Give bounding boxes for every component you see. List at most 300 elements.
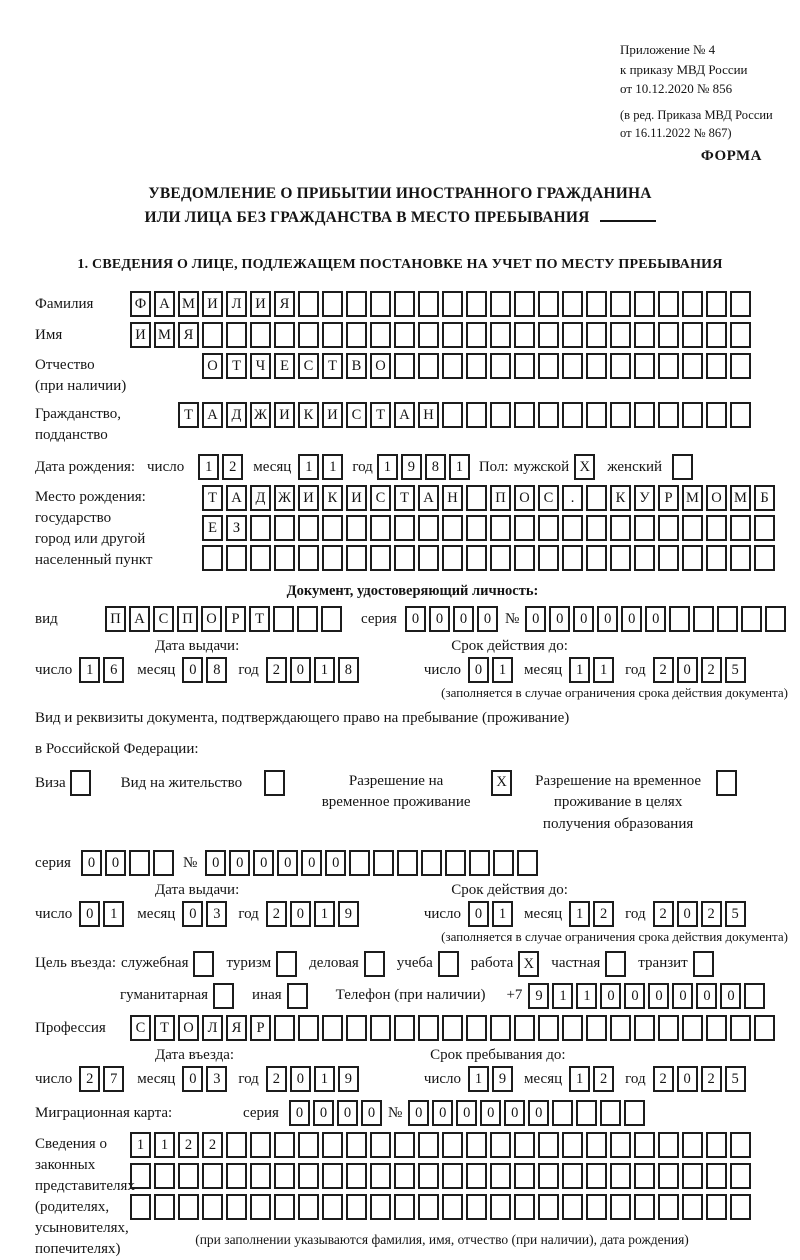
char-cell[interactable] — [466, 545, 487, 571]
char-cell[interactable]: Т — [178, 402, 199, 428]
char-cell[interactable]: З — [226, 515, 247, 541]
char-cell[interactable] — [346, 545, 367, 571]
char-cell[interactable] — [562, 1163, 583, 1189]
char-cell[interactable]: 0 — [105, 850, 126, 876]
char-cell[interactable]: 1 — [103, 901, 124, 927]
char-cell[interactable]: 2 — [701, 1066, 722, 1092]
char-cell[interactable] — [706, 1015, 727, 1041]
char-cell[interactable] — [346, 291, 367, 317]
char-cell[interactable]: У — [634, 485, 655, 511]
char-cell[interactable] — [418, 545, 439, 571]
char-cell[interactable]: 1 — [198, 454, 219, 480]
char-cell[interactable]: 1 — [552, 983, 573, 1009]
char-cell[interactable] — [273, 606, 294, 632]
char-cell[interactable]: 2 — [593, 1066, 614, 1092]
char-cell[interactable] — [634, 353, 655, 379]
char-cell[interactable]: 0 — [597, 606, 618, 632]
char-cell[interactable] — [634, 322, 655, 348]
char-cell[interactable] — [730, 353, 751, 379]
char-cell[interactable] — [394, 291, 415, 317]
char-cell[interactable] — [490, 1163, 511, 1189]
char-cell[interactable]: Д — [226, 402, 247, 428]
char-cell[interactable] — [153, 850, 174, 876]
char-cell[interactable] — [586, 353, 607, 379]
char-cell[interactable]: 0 — [621, 606, 642, 632]
char-cell[interactable] — [730, 1132, 751, 1158]
char-cell[interactable] — [466, 291, 487, 317]
char-cell[interactable] — [658, 1132, 679, 1158]
char-cell[interactable] — [562, 1194, 583, 1220]
char-cell[interactable] — [418, 1194, 439, 1220]
char-cell[interactable]: 0 — [290, 657, 311, 683]
char-cell[interactable]: 1 — [79, 657, 100, 683]
char-cell[interactable]: 1 — [314, 657, 335, 683]
char-cell[interactable] — [514, 322, 535, 348]
char-cell[interactable]: О — [514, 485, 535, 511]
char-cell[interactable]: 0 — [277, 850, 298, 876]
char-cell[interactable] — [298, 291, 319, 317]
char-cell[interactable]: 8 — [338, 657, 359, 683]
char-cell[interactable]: П — [177, 606, 198, 632]
char-cell[interactable] — [706, 1163, 727, 1189]
char-cell[interactable]: 0 — [301, 850, 322, 876]
char-cell[interactable] — [562, 1132, 583, 1158]
char-cell[interactable]: 0 — [528, 1100, 549, 1126]
char-cell[interactable]: 9 — [401, 454, 422, 480]
char-cell[interactable]: Ч — [250, 353, 271, 379]
char-cell[interactable]: 6 — [103, 657, 124, 683]
char-cell[interactable]: 2 — [653, 1066, 674, 1092]
char-cell[interactable] — [682, 1015, 703, 1041]
char-cell[interactable]: А — [154, 291, 175, 317]
char-cell[interactable]: 0 — [468, 657, 489, 683]
char-cell[interactable] — [538, 1163, 559, 1189]
char-cell[interactable] — [682, 1163, 703, 1189]
char-cell[interactable]: 0 — [468, 901, 489, 927]
char-cell[interactable] — [610, 545, 631, 571]
char-cell[interactable] — [682, 515, 703, 541]
temp-residence-education-checkbox[interactable] — [716, 770, 737, 796]
char-cell[interactable] — [730, 1015, 751, 1041]
char-cell[interactable] — [466, 515, 487, 541]
char-cell[interactable] — [754, 1015, 775, 1041]
char-cell[interactable]: 5 — [725, 657, 746, 683]
char-cell[interactable] — [442, 1132, 463, 1158]
char-cell[interactable] — [706, 515, 727, 541]
char-cell[interactable]: В — [346, 353, 367, 379]
char-cell[interactable] — [370, 1132, 391, 1158]
char-cell[interactable] — [226, 1163, 247, 1189]
char-cell[interactable] — [538, 291, 559, 317]
purpose-tourism-checkbox[interactable] — [276, 951, 297, 977]
char-cell[interactable]: И — [130, 322, 151, 348]
char-cell[interactable] — [442, 322, 463, 348]
char-cell[interactable] — [658, 353, 679, 379]
char-cell[interactable] — [634, 545, 655, 571]
char-cell[interactable]: 2 — [266, 901, 287, 927]
char-cell[interactable] — [730, 291, 751, 317]
char-cell[interactable] — [274, 1163, 295, 1189]
char-cell[interactable] — [514, 402, 535, 428]
char-cell[interactable] — [610, 1132, 631, 1158]
char-cell[interactable]: 0 — [456, 1100, 477, 1126]
char-cell[interactable] — [730, 515, 751, 541]
char-cell[interactable] — [754, 545, 775, 571]
char-cell[interactable]: 0 — [504, 1100, 525, 1126]
char-cell[interactable] — [418, 322, 439, 348]
char-cell[interactable]: 0 — [290, 901, 311, 927]
char-cell[interactable]: 7 — [103, 1066, 124, 1092]
char-cell[interactable] — [490, 1015, 511, 1041]
char-cell[interactable] — [346, 1194, 367, 1220]
char-cell[interactable]: 9 — [338, 1066, 359, 1092]
char-cell[interactable] — [322, 1194, 343, 1220]
char-cell[interactable] — [562, 402, 583, 428]
char-cell[interactable] — [562, 291, 583, 317]
char-cell[interactable] — [634, 1163, 655, 1189]
char-cell[interactable] — [634, 402, 655, 428]
char-cell[interactable] — [706, 353, 727, 379]
char-cell[interactable] — [397, 850, 418, 876]
char-cell[interactable] — [514, 291, 535, 317]
char-cell[interactable] — [610, 1194, 631, 1220]
char-cell[interactable] — [682, 291, 703, 317]
char-cell[interactable] — [298, 322, 319, 348]
char-cell[interactable] — [466, 1015, 487, 1041]
char-cell[interactable]: 0 — [672, 983, 693, 1009]
purpose-study-checkbox[interactable] — [438, 951, 459, 977]
char-cell[interactable] — [586, 1194, 607, 1220]
char-cell[interactable] — [586, 515, 607, 541]
char-cell[interactable] — [490, 1132, 511, 1158]
char-cell[interactable] — [298, 515, 319, 541]
char-cell[interactable]: 0 — [408, 1100, 429, 1126]
char-cell[interactable] — [682, 1194, 703, 1220]
char-cell[interactable] — [322, 1163, 343, 1189]
char-cell[interactable]: 0 — [289, 1100, 310, 1126]
char-cell[interactable] — [298, 1015, 319, 1041]
char-cell[interactable]: М — [682, 485, 703, 511]
char-cell[interactable] — [373, 850, 394, 876]
char-cell[interactable]: И — [274, 402, 295, 428]
purpose-transit-checkbox[interactable] — [693, 951, 714, 977]
char-cell[interactable] — [706, 322, 727, 348]
char-cell[interactable] — [717, 606, 738, 632]
char-cell[interactable]: 2 — [266, 1066, 287, 1092]
char-cell[interactable] — [442, 291, 463, 317]
char-cell[interactable]: 0 — [677, 657, 698, 683]
char-cell[interactable] — [658, 402, 679, 428]
char-cell[interactable] — [730, 1163, 751, 1189]
char-cell[interactable] — [202, 1163, 223, 1189]
char-cell[interactable] — [562, 1015, 583, 1041]
char-cell[interactable]: 0 — [677, 1066, 698, 1092]
char-cell[interactable]: 1 — [468, 1066, 489, 1092]
char-cell[interactable] — [658, 291, 679, 317]
char-cell[interactable] — [442, 1163, 463, 1189]
char-cell[interactable]: О — [201, 606, 222, 632]
char-cell[interactable]: 2 — [593, 901, 614, 927]
char-cell[interactable] — [321, 606, 342, 632]
char-cell[interactable] — [442, 353, 463, 379]
char-cell[interactable] — [490, 291, 511, 317]
char-cell[interactable] — [394, 1132, 415, 1158]
char-cell[interactable]: 0 — [600, 983, 621, 1009]
char-cell[interactable] — [490, 515, 511, 541]
char-cell[interactable]: 2 — [178, 1132, 199, 1158]
char-cell[interactable] — [682, 402, 703, 428]
char-cell[interactable] — [418, 1015, 439, 1041]
char-cell[interactable] — [466, 1132, 487, 1158]
temp-residence-checkbox[interactable]: X — [491, 770, 512, 796]
char-cell[interactable]: Р — [658, 485, 679, 511]
char-cell[interactable] — [586, 322, 607, 348]
char-cell[interactable] — [442, 545, 463, 571]
char-cell[interactable]: 0 — [325, 850, 346, 876]
char-cell[interactable] — [418, 1132, 439, 1158]
char-cell[interactable] — [658, 1163, 679, 1189]
char-cell[interactable] — [442, 515, 463, 541]
char-cell[interactable]: 1 — [492, 901, 513, 927]
char-cell[interactable] — [250, 515, 271, 541]
char-cell[interactable] — [322, 545, 343, 571]
char-cell[interactable] — [202, 545, 223, 571]
char-cell[interactable]: Н — [418, 402, 439, 428]
char-cell[interactable] — [274, 545, 295, 571]
char-cell[interactable] — [490, 402, 511, 428]
char-cell[interactable] — [517, 850, 538, 876]
char-cell[interactable] — [600, 1100, 621, 1126]
char-cell[interactable] — [250, 1194, 271, 1220]
char-cell[interactable]: С — [538, 485, 559, 511]
char-cell[interactable] — [394, 353, 415, 379]
char-cell[interactable] — [754, 515, 775, 541]
char-cell[interactable] — [130, 1194, 151, 1220]
char-cell[interactable]: 0 — [480, 1100, 501, 1126]
char-cell[interactable]: 0 — [253, 850, 274, 876]
char-cell[interactable]: 3 — [206, 1066, 227, 1092]
char-cell[interactable]: О — [178, 1015, 199, 1041]
purpose-work-checkbox[interactable]: X — [518, 951, 539, 977]
char-cell[interactable] — [538, 402, 559, 428]
char-cell[interactable] — [538, 1015, 559, 1041]
char-cell[interactable] — [552, 1100, 573, 1126]
char-cell[interactable] — [682, 1132, 703, 1158]
char-cell[interactable]: Д — [250, 485, 271, 511]
char-cell[interactable] — [466, 402, 487, 428]
char-cell[interactable]: 0 — [525, 606, 546, 632]
char-cell[interactable] — [394, 1194, 415, 1220]
char-cell[interactable]: К — [610, 485, 631, 511]
char-cell[interactable]: 0 — [337, 1100, 358, 1126]
char-cell[interactable]: 0 — [648, 983, 669, 1009]
char-cell[interactable]: 1 — [593, 657, 614, 683]
char-cell[interactable]: Ф — [130, 291, 151, 317]
char-cell[interactable]: 1 — [377, 454, 398, 480]
char-cell[interactable]: 0 — [182, 901, 203, 927]
char-cell[interactable]: 0 — [313, 1100, 334, 1126]
char-cell[interactable]: 2 — [79, 1066, 100, 1092]
char-cell[interactable] — [538, 353, 559, 379]
char-cell[interactable]: Я — [178, 322, 199, 348]
char-cell[interactable]: Н — [442, 485, 463, 511]
char-cell[interactable] — [586, 1163, 607, 1189]
purpose-official-checkbox[interactable] — [193, 951, 214, 977]
char-cell[interactable]: М — [730, 485, 751, 511]
char-cell[interactable]: 9 — [528, 983, 549, 1009]
char-cell[interactable] — [418, 1163, 439, 1189]
char-cell[interactable]: Л — [202, 1015, 223, 1041]
sex-female-checkbox[interactable] — [672, 454, 693, 480]
char-cell[interactable] — [744, 983, 765, 1009]
char-cell[interactable] — [322, 1015, 343, 1041]
char-cell[interactable] — [610, 1015, 631, 1041]
char-cell[interactable] — [129, 850, 150, 876]
char-cell[interactable]: А — [226, 485, 247, 511]
char-cell[interactable] — [658, 515, 679, 541]
char-cell[interactable]: О — [202, 353, 223, 379]
char-cell[interactable]: Т — [249, 606, 270, 632]
char-cell[interactable]: 9 — [492, 1066, 513, 1092]
char-cell[interactable]: 0 — [79, 901, 100, 927]
char-cell[interactable]: 8 — [425, 454, 446, 480]
char-cell[interactable] — [634, 1015, 655, 1041]
char-cell[interactable] — [274, 322, 295, 348]
char-cell[interactable] — [322, 1132, 343, 1158]
char-cell[interactable]: Л — [226, 291, 247, 317]
char-cell[interactable]: 0 — [432, 1100, 453, 1126]
char-cell[interactable]: 1 — [298, 454, 319, 480]
char-cell[interactable]: 2 — [202, 1132, 223, 1158]
char-cell[interactable] — [370, 545, 391, 571]
char-cell[interactable] — [490, 322, 511, 348]
char-cell[interactable] — [514, 353, 535, 379]
char-cell[interactable] — [274, 1132, 295, 1158]
char-cell[interactable] — [490, 545, 511, 571]
char-cell[interactable]: С — [130, 1015, 151, 1041]
char-cell[interactable] — [576, 1100, 597, 1126]
char-cell[interactable] — [741, 606, 762, 632]
char-cell[interactable] — [226, 1194, 247, 1220]
char-cell[interactable]: 0 — [453, 606, 474, 632]
char-cell[interactable]: О — [706, 485, 727, 511]
char-cell[interactable]: 0 — [361, 1100, 382, 1126]
char-cell[interactable] — [538, 1194, 559, 1220]
char-cell[interactable]: Е — [274, 353, 295, 379]
char-cell[interactable]: 0 — [696, 983, 717, 1009]
char-cell[interactable] — [466, 485, 487, 511]
char-cell[interactable] — [274, 1194, 295, 1220]
char-cell[interactable] — [586, 485, 607, 511]
char-cell[interactable]: Я — [226, 1015, 247, 1041]
char-cell[interactable] — [514, 515, 535, 541]
char-cell[interactable] — [493, 850, 514, 876]
char-cell[interactable] — [562, 353, 583, 379]
char-cell[interactable] — [514, 1163, 535, 1189]
char-cell[interactable] — [658, 322, 679, 348]
char-cell[interactable]: П — [105, 606, 126, 632]
char-cell[interactable]: А — [129, 606, 150, 632]
char-cell[interactable] — [394, 322, 415, 348]
char-cell[interactable]: 1 — [154, 1132, 175, 1158]
char-cell[interactable] — [538, 545, 559, 571]
char-cell[interactable] — [610, 402, 631, 428]
char-cell[interactable] — [669, 606, 690, 632]
char-cell[interactable]: К — [298, 402, 319, 428]
char-cell[interactable] — [586, 545, 607, 571]
char-cell[interactable] — [298, 1163, 319, 1189]
char-cell[interactable] — [469, 850, 490, 876]
char-cell[interactable] — [394, 515, 415, 541]
char-cell[interactable] — [226, 322, 247, 348]
char-cell[interactable]: 1 — [569, 657, 590, 683]
char-cell[interactable] — [693, 606, 714, 632]
char-cell[interactable] — [514, 1194, 535, 1220]
char-cell[interactable]: Р — [250, 1015, 271, 1041]
char-cell[interactable] — [274, 515, 295, 541]
char-cell[interactable] — [202, 1194, 223, 1220]
sex-male-checkbox[interactable]: X — [574, 454, 595, 480]
char-cell[interactable] — [370, 1163, 391, 1189]
char-cell[interactable]: 2 — [222, 454, 243, 480]
char-cell[interactable]: 0 — [182, 657, 203, 683]
char-cell[interactable]: А — [418, 485, 439, 511]
char-cell[interactable] — [490, 1194, 511, 1220]
char-cell[interactable]: И — [322, 402, 343, 428]
char-cell[interactable] — [730, 1194, 751, 1220]
char-cell[interactable]: 1 — [576, 983, 597, 1009]
char-cell[interactable]: 8 — [206, 657, 227, 683]
char-cell[interactable]: 0 — [229, 850, 250, 876]
char-cell[interactable]: 0 — [720, 983, 741, 1009]
char-cell[interactable] — [706, 1132, 727, 1158]
purpose-other-checkbox[interactable] — [287, 983, 308, 1009]
char-cell[interactable] — [610, 322, 631, 348]
char-cell[interactable]: 0 — [624, 983, 645, 1009]
char-cell[interactable] — [706, 291, 727, 317]
char-cell[interactable] — [298, 1194, 319, 1220]
char-cell[interactable]: С — [346, 402, 367, 428]
char-cell[interactable] — [370, 1194, 391, 1220]
char-cell[interactable]: 1 — [449, 454, 470, 480]
char-cell[interactable]: Т — [322, 353, 343, 379]
visa-checkbox[interactable] — [70, 770, 91, 796]
char-cell[interactable] — [514, 1015, 535, 1041]
char-cell[interactable]: К — [322, 485, 343, 511]
char-cell[interactable]: 0 — [81, 850, 102, 876]
char-cell[interactable] — [706, 545, 727, 571]
char-cell[interactable] — [202, 322, 223, 348]
char-cell[interactable]: 2 — [653, 901, 674, 927]
char-cell[interactable] — [370, 291, 391, 317]
char-cell[interactable] — [250, 1163, 271, 1189]
char-cell[interactable] — [418, 515, 439, 541]
char-cell[interactable] — [634, 291, 655, 317]
char-cell[interactable]: 0 — [205, 850, 226, 876]
char-cell[interactable]: 5 — [725, 901, 746, 927]
char-cell[interactable] — [346, 515, 367, 541]
char-cell[interactable]: 0 — [549, 606, 570, 632]
char-cell[interactable] — [322, 515, 343, 541]
char-cell[interactable] — [154, 1163, 175, 1189]
char-cell[interactable] — [418, 353, 439, 379]
char-cell[interactable]: 0 — [429, 606, 450, 632]
char-cell[interactable] — [421, 850, 442, 876]
char-cell[interactable]: Т — [202, 485, 223, 511]
char-cell[interactable] — [610, 1163, 631, 1189]
char-cell[interactable] — [298, 1132, 319, 1158]
char-cell[interactable] — [730, 322, 751, 348]
